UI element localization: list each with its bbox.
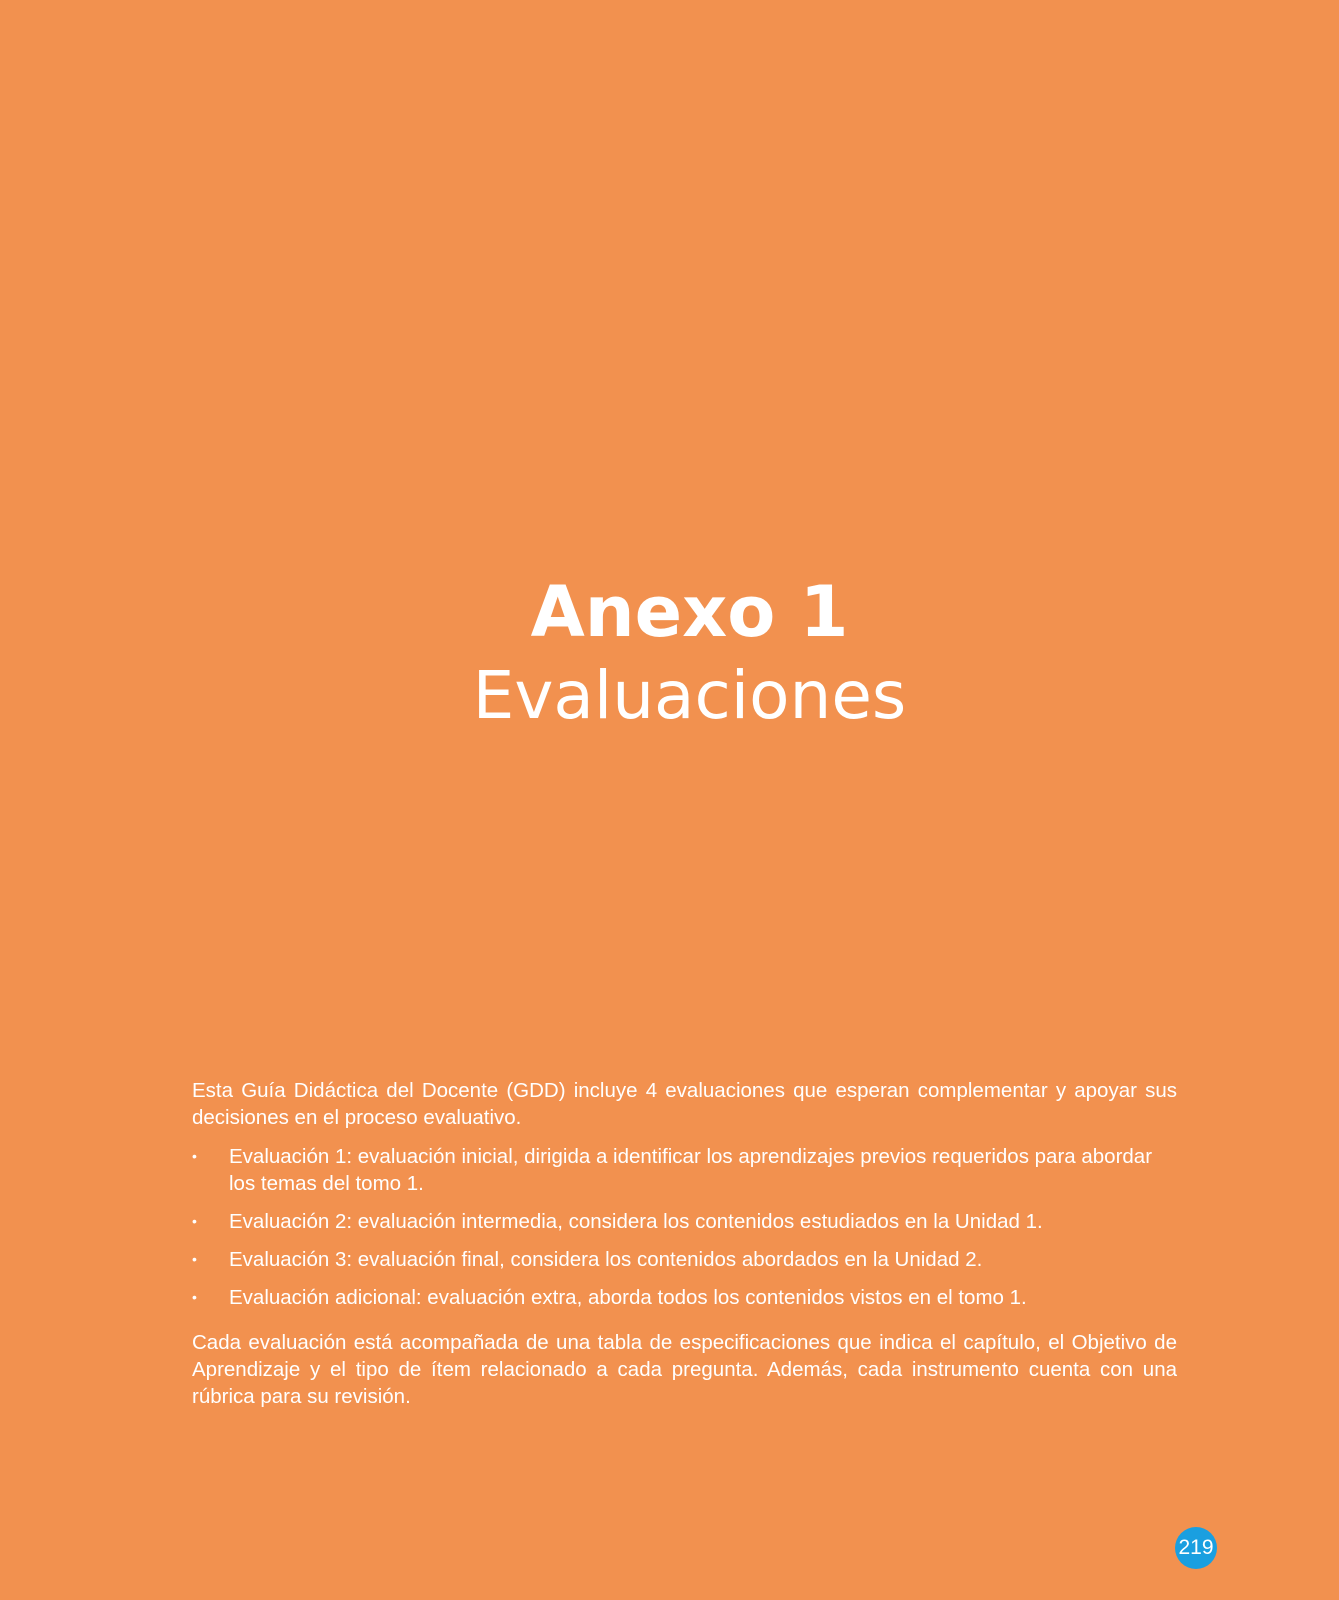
annex-title: Anexo 1 (530, 571, 849, 653)
evaluation-list (192, 1143, 1177, 1311)
list-item-text: Evaluación 3: evaluación final, considera los contenidos abordados en la Unidad 2. (229, 1248, 983, 1271)
list-item-text: Evaluación 2: evaluación intermedia, considera los contenidos estudiados en la Unidad 1. (229, 1210, 1043, 1233)
list-item (192, 1208, 1177, 1235)
list-item (192, 1284, 1177, 1311)
annex-subtitle: Evaluaciones (472, 657, 907, 734)
list-item (192, 1246, 1177, 1273)
intro-paragraph: Esta Guía Didáctica del Docente (GDD) incluye 4 evaluaciones que esperan complementar y apoyar sus decisiones en el proceso evaluativo. (192, 1079, 1177, 1129)
body-text (192, 1077, 1177, 1410)
title-block (0, 570, 1339, 738)
list-item (192, 1143, 1177, 1197)
bullet-icon: • (192, 1213, 197, 1229)
closing-paragraph: Cada evaluación está acompañada de una tabla de especificaciones que indica el capítulo, el Objetivo de Aprendizaje y el tipo de ítem relacionado a cada pregunta. Además, cada instrumento cuenta con una rúbrica para su revisión. (192, 1331, 1177, 1408)
list-item-text: Evaluación adicional: evaluación extra, aborda todos los contenidos vistos en el tomo 1. (229, 1286, 1027, 1309)
list-item-text: Evaluación 1: evaluación inicial, dirigida a identificar los aprendizajes previos requeridos para abordar los temas del tomo 1. (229, 1145, 1153, 1195)
bullet-icon: • (192, 1251, 197, 1267)
bullet-icon: • (192, 1289, 197, 1305)
page-number-badge: 219 (1175, 1527, 1217, 1569)
bullet-icon: • (192, 1148, 197, 1164)
